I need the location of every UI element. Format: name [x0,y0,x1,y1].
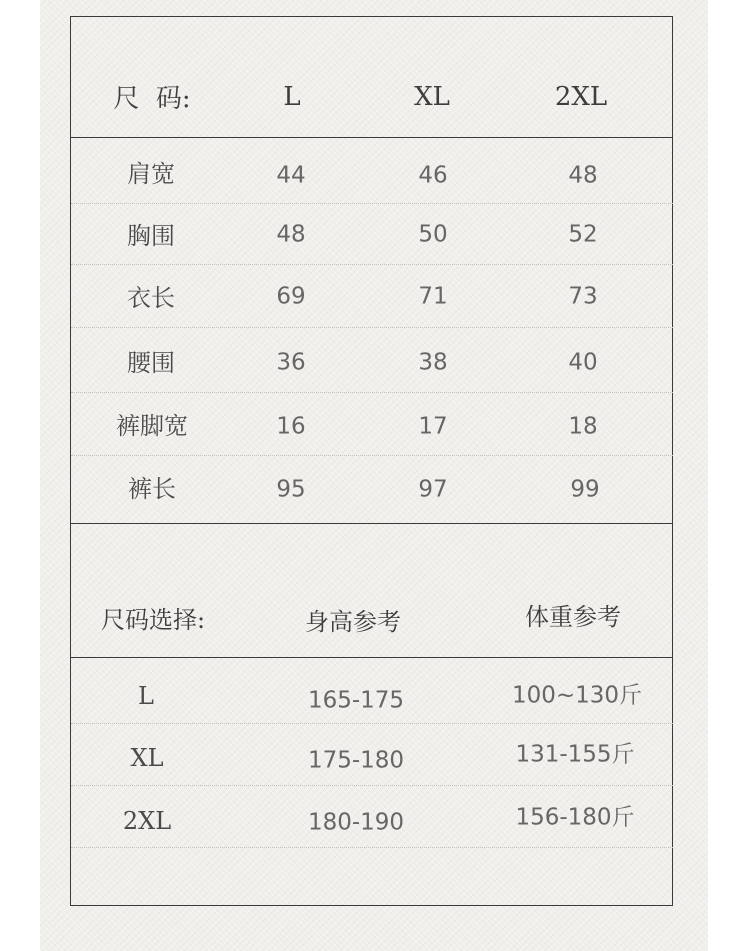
table-cell: 44 [276,162,306,189]
row-divider [71,203,673,204]
table-cell: 48 [568,162,598,189]
table-cell: 71 [418,283,448,310]
table-cell: 18 [568,413,598,440]
size-header-l: L [283,82,301,112]
table-cell: 131-155斤 [515,741,635,768]
table-cell: 73 [568,283,598,310]
table-cell: 100~130斤 [511,682,643,709]
row-label-length: 衣长 [127,284,175,312]
table-cell: 165-175 [307,687,405,714]
table-cell: 50 [418,221,448,248]
table-cell: 97 [418,476,448,503]
header-divider [71,137,673,138]
select-size-xl: XL [130,744,164,772]
size-header-label: 尺 码: [113,84,191,114]
table-cell: 17 [418,413,448,440]
table-cell: 38 [418,349,448,376]
row-divider [71,264,673,265]
table-cell: 36 [276,349,306,376]
row-divider [71,327,673,328]
row-label-chest: 胸围 [127,222,175,250]
row-divider [71,455,673,456]
size-header-xl: XL [414,82,450,112]
table-cell: 156-180斤 [515,804,635,831]
row-label-pants-length: 裤长 [128,475,176,503]
select-size-2xl: 2XL [122,807,172,835]
table-cell: 48 [276,221,306,248]
select-header-height: 身高参考 [305,608,401,636]
table-cell: 99 [570,476,600,503]
table-cell: 95 [276,476,306,503]
row-divider [71,392,673,393]
table-cell: 40 [568,349,598,376]
size-header-2xl: 2XL [554,82,608,112]
select-size-l: L [138,682,154,710]
table-cell: 69 [276,283,306,310]
row-divider [71,785,673,786]
table-cell: 46 [418,162,448,189]
table-cell: 180-190 [307,809,405,836]
row-divider [71,847,673,848]
header-divider-2 [71,657,673,658]
row-divider [71,723,673,724]
row-label-hem: 裤脚宽 [116,412,188,440]
table-cell: 16 [276,413,306,440]
row-label-shoulder: 肩宽 [127,160,175,188]
table-cell: 52 [568,221,598,248]
select-header-weight: 体重参考 [525,603,621,631]
table-cell: 175-180 [307,747,405,774]
select-header-size: 尺码选择: [100,606,206,634]
row-label-waist: 腰围 [127,349,175,377]
section-divider [71,523,673,524]
